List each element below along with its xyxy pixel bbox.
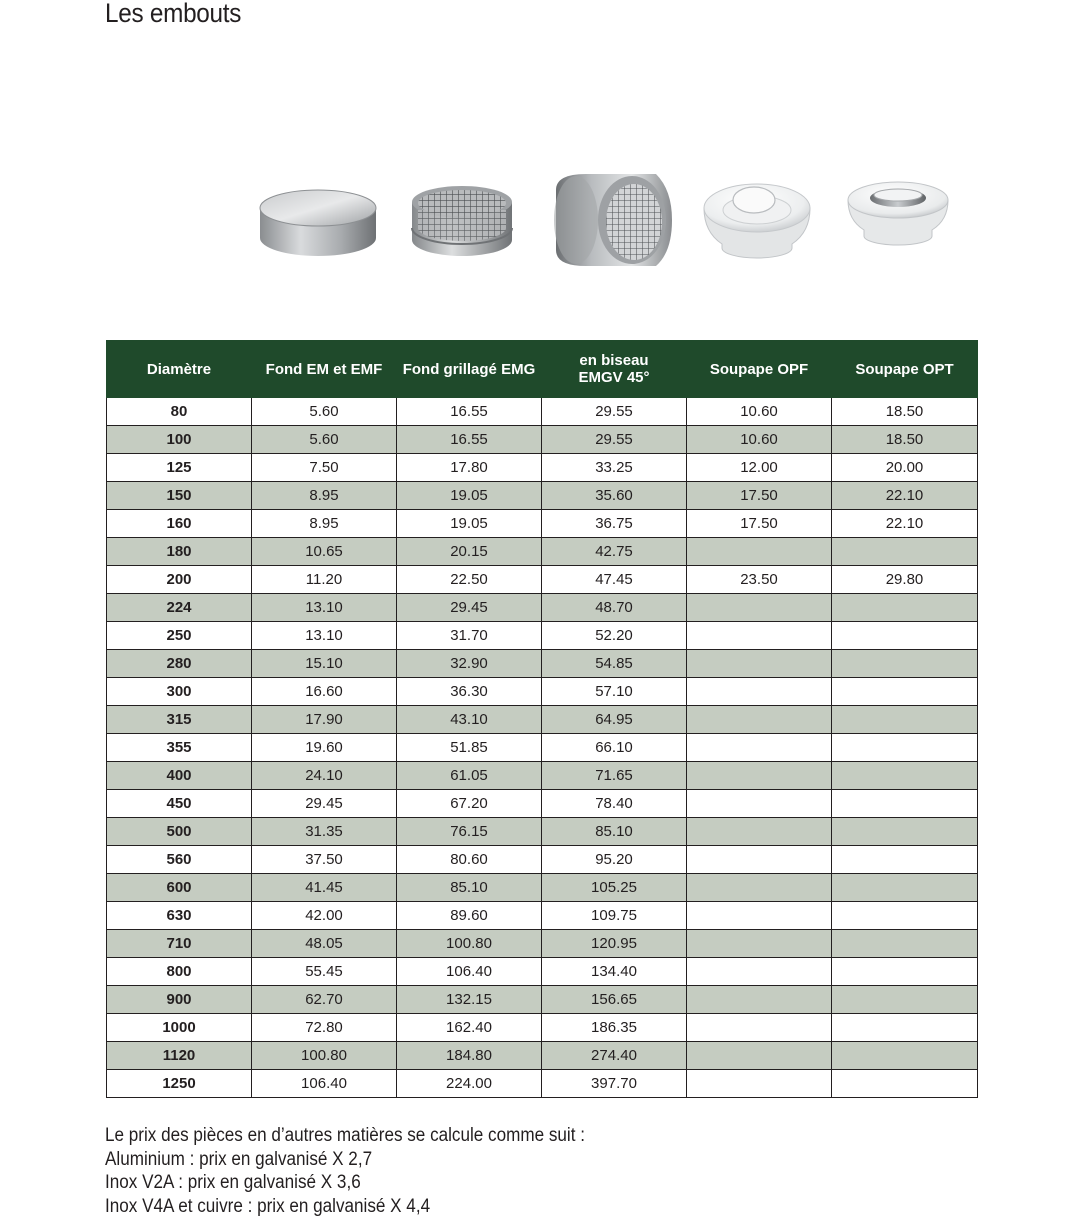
cell-diametre: 224: [107, 594, 252, 622]
cell-diametre: 710: [107, 930, 252, 958]
cell-fond-grillage-emg: 29.45: [397, 594, 542, 622]
table-row: [107, 594, 978, 622]
cell-diametre: 800: [107, 958, 252, 986]
cell-soupape-opt: [832, 650, 978, 678]
opf-valve-icon: [702, 170, 812, 270]
cell-fond-grillage-emg: 16.55: [397, 398, 542, 426]
cell-fond-em-emf: 48.05: [252, 930, 397, 958]
cell-fond-grillage-emg: 51.85: [397, 734, 542, 762]
note-inox-v2a: Inox V2A : prix en galvanisé X 3,6: [105, 1172, 361, 1193]
table-row: [107, 622, 978, 650]
cell-diametre: 315: [107, 706, 252, 734]
cell-soupape-opf: 12.00: [687, 454, 832, 482]
cell-fond-em-emf: 72.80: [252, 1014, 397, 1042]
cell-biseau-emgv: 105.25: [542, 874, 687, 902]
cell-soupape-opt: [832, 902, 978, 930]
cell-fond-grillage-emg: 31.70: [397, 622, 542, 650]
table-row: [107, 510, 978, 538]
header-diametre: [107, 341, 252, 398]
cell-fond-em-emf: 17.90: [252, 706, 397, 734]
cell-soupape-opf: [687, 538, 832, 566]
cell-diametre: 125: [107, 454, 252, 482]
cell-biseau-emgv: 29.55: [542, 426, 687, 454]
cell-biseau-emgv: 29.55: [542, 398, 687, 426]
cell-fond-grillage-emg: 162.40: [397, 1014, 542, 1042]
cell-fond-grillage-emg: 19.05: [397, 482, 542, 510]
cell-fond-em-emf: 100.80: [252, 1042, 397, 1070]
table-row: [107, 398, 978, 426]
cell-biseau-emgv: 156.65: [542, 986, 687, 1014]
cell-fond-em-emf: 5.60: [252, 426, 397, 454]
cell-biseau-emgv: 186.35: [542, 1014, 687, 1042]
cell-fond-grillage-emg: 224.00: [397, 1070, 542, 1098]
cell-fond-em-emf: 8.95: [252, 510, 397, 538]
cell-biseau-emgv: 78.40: [542, 790, 687, 818]
cell-soupape-opf: [687, 594, 832, 622]
cell-soupape-opt: [832, 818, 978, 846]
header-soupape-opf: [687, 341, 832, 398]
column-header-line: EMGV 45°: [578, 369, 650, 386]
cell-biseau-emgv: 36.75: [542, 510, 687, 538]
cell-soupape-opf: 17.50: [687, 510, 832, 538]
cell-soupape-opt: [832, 706, 978, 734]
cell-soupape-opf: [687, 1014, 832, 1042]
cell-biseau-emgv: 66.10: [542, 734, 687, 762]
cell-diametre: 160: [107, 510, 252, 538]
cell-fond-em-emf: 15.10: [252, 650, 397, 678]
cell-soupape-opf: [687, 846, 832, 874]
cell-diametre: 500: [107, 818, 252, 846]
column-header-line: Soupape OPF: [709, 360, 809, 378]
cell-soupape-opt: [832, 1014, 978, 1042]
cell-fond-em-emf: 42.00: [252, 902, 397, 930]
table-row: [107, 482, 978, 510]
cell-biseau-emgv: 42.75: [542, 538, 687, 566]
cell-soupape-opt: [832, 538, 978, 566]
cell-soupape-opf: 17.50: [687, 482, 832, 510]
table-row: [107, 874, 978, 902]
cell-soupape-opt: [832, 678, 978, 706]
cell-fond-grillage-emg: 43.10: [397, 706, 542, 734]
note-aluminium: Aluminium : prix en galvanisé X 2,7: [105, 1148, 373, 1170]
cell-fond-grillage-emg: 22.50: [397, 566, 542, 594]
cell-biseau-emgv: 57.10: [542, 678, 687, 706]
cell-biseau-emgv: 47.45: [542, 566, 687, 594]
cell-soupape-opf: [687, 902, 832, 930]
cell-fond-grillage-emg: 61.05: [397, 762, 542, 790]
cell-fond-em-emf: 5.60: [252, 398, 397, 426]
cell-diametre: 200: [107, 566, 252, 594]
table-row: [107, 930, 978, 958]
cell-soupape-opf: [687, 622, 832, 650]
table-row: [107, 734, 978, 762]
cell-diametre: 1120: [107, 1042, 252, 1070]
cell-diametre: 560: [107, 846, 252, 874]
cell-fond-em-emf: 10.65: [252, 538, 397, 566]
header-fond-em-emf: [252, 341, 397, 398]
cell-fond-grillage-emg: 184.80: [397, 1042, 542, 1070]
cell-soupape-opt: 20.00: [832, 454, 978, 482]
cell-soupape-opf: [687, 1070, 832, 1098]
cell-soupape-opf: [687, 958, 832, 986]
cell-biseau-emgv: 120.95: [542, 930, 687, 958]
cell-fond-em-emf: 13.10: [252, 594, 397, 622]
product-images: [248, 170, 988, 270]
cell-fond-em-emf: 24.10: [252, 762, 397, 790]
cell-diametre: 900: [107, 986, 252, 1014]
material-price-notes: [105, 1124, 585, 1218]
column-header-line: Soupape OPT: [855, 360, 954, 378]
table-row: [107, 1014, 978, 1042]
table-row: [107, 454, 978, 482]
cell-diametre: 280: [107, 650, 252, 678]
cell-biseau-emgv: 48.70: [542, 594, 687, 622]
cell-soupape-opt: [832, 846, 978, 874]
cell-soupape-opt: [832, 874, 978, 902]
cell-diametre: 250: [107, 622, 252, 650]
cell-soupape-opt: [832, 930, 978, 958]
cell-biseau-emgv: 109.75: [542, 902, 687, 930]
cell-soupape-opf: [687, 706, 832, 734]
cell-diametre: 180: [107, 538, 252, 566]
table-row: [107, 986, 978, 1014]
table-row: [107, 426, 978, 454]
cell-fond-grillage-emg: 67.20: [397, 790, 542, 818]
notes-intro: Le prix des pièces en d’autres matières se calcule comme suit :: [105, 1125, 585, 1146]
cell-soupape-opt: [832, 1042, 978, 1070]
table-row: [107, 706, 978, 734]
cell-fond-grillage-emg: 80.60: [397, 846, 542, 874]
table-row: [107, 818, 978, 846]
cell-soupape-opt: 22.10: [832, 482, 978, 510]
cell-fond-em-emf: 41.45: [252, 874, 397, 902]
column-header-line: Fond EM et EMF: [265, 360, 383, 378]
cell-biseau-emgv: 397.70: [542, 1070, 687, 1098]
cell-diametre: 150: [107, 482, 252, 510]
cell-diametre: 630: [107, 902, 252, 930]
table-row: [107, 538, 978, 566]
cell-fond-grillage-emg: 76.15: [397, 818, 542, 846]
cell-soupape-opt: 22.10: [832, 510, 978, 538]
cell-soupape-opf: 10.60: [687, 426, 832, 454]
cell-soupape-opf: [687, 762, 832, 790]
cell-soupape-opf: [687, 874, 832, 902]
table-row: [107, 1070, 978, 1098]
cell-diametre: 355: [107, 734, 252, 762]
cell-fond-em-emf: 13.10: [252, 622, 397, 650]
header-fond-grillage-emg: [397, 341, 542, 398]
opt-valve-icon: [846, 170, 950, 270]
cell-biseau-emgv: 71.65: [542, 762, 687, 790]
cell-fond-em-emf: 31.35: [252, 818, 397, 846]
cell-soupape-opf: [687, 678, 832, 706]
table-row: [107, 902, 978, 930]
cell-soupape-opf: [687, 1042, 832, 1070]
column-header-line: Fond grillagé EMG: [402, 360, 536, 378]
cell-diametre: 600: [107, 874, 252, 902]
table-row: [107, 762, 978, 790]
end-cap-icon: [256, 170, 380, 270]
bevelled-end-icon: [546, 170, 678, 270]
header-biseau-emgv: [542, 341, 687, 398]
cell-soupape-opf: [687, 734, 832, 762]
column-header-line: Diamètre: [146, 360, 212, 378]
cell-soupape-opt: 18.50: [832, 398, 978, 426]
cell-diametre: 400: [107, 762, 252, 790]
cell-soupape-opf: [687, 930, 832, 958]
cell-soupape-opt: [832, 594, 978, 622]
cell-fond-grillage-emg: 89.60: [397, 902, 542, 930]
cell-diametre: 80: [107, 398, 252, 426]
cell-diametre: 100: [107, 426, 252, 454]
table-row: [107, 958, 978, 986]
table-row: [107, 650, 978, 678]
cell-biseau-emgv: 95.20: [542, 846, 687, 874]
cell-fond-em-emf: 8.95: [252, 482, 397, 510]
cell-fond-em-emf: 106.40: [252, 1070, 397, 1098]
table-row: [107, 790, 978, 818]
cell-soupape-opf: [687, 790, 832, 818]
page-title: Les embouts: [105, 0, 242, 28]
cell-soupape-opt: 18.50: [832, 426, 978, 454]
cell-biseau-emgv: 33.25: [542, 454, 687, 482]
price-table: [106, 340, 978, 1098]
cell-soupape-opt: [832, 790, 978, 818]
cell-soupape-opf: 23.50: [687, 566, 832, 594]
cell-fond-em-emf: 7.50: [252, 454, 397, 482]
cell-fond-grillage-emg: 132.15: [397, 986, 542, 1014]
cell-diametre: 300: [107, 678, 252, 706]
cell-soupape-opt: [832, 734, 978, 762]
table-row: [107, 566, 978, 594]
cell-biseau-emgv: 64.95: [542, 706, 687, 734]
note-inox-v4a-cuivre: Inox V4A et cuivre : prix en galvanisé X 4,4: [105, 1195, 431, 1217]
cell-biseau-emgv: 52.20: [542, 622, 687, 650]
cell-diametre: 1250: [107, 1070, 252, 1098]
header-soupape-opt: [832, 341, 978, 398]
table-row: [107, 1042, 978, 1070]
cell-soupape-opt: 29.80: [832, 566, 978, 594]
cell-fond-em-emf: 19.60: [252, 734, 397, 762]
cell-biseau-emgv: 35.60: [542, 482, 687, 510]
cell-soupape-opt: [832, 622, 978, 650]
cell-fond-em-emf: 29.45: [252, 790, 397, 818]
cell-fond-grillage-emg: 100.80: [397, 930, 542, 958]
table-row: [107, 678, 978, 706]
cell-soupape-opt: [832, 762, 978, 790]
cell-soupape-opt: [832, 958, 978, 986]
cell-biseau-emgv: 274.40: [542, 1042, 687, 1070]
cell-fond-em-emf: 11.20: [252, 566, 397, 594]
table-row: [107, 846, 978, 874]
cell-biseau-emgv: 134.40: [542, 958, 687, 986]
cell-soupape-opt: [832, 986, 978, 1014]
mesh-end-cap-icon: [410, 170, 514, 270]
cell-fond-em-emf: 37.50: [252, 846, 397, 874]
cell-soupape-opf: [687, 818, 832, 846]
table-body: [107, 398, 978, 1098]
cell-fond-em-emf: 16.60: [252, 678, 397, 706]
cell-soupape-opf: [687, 650, 832, 678]
cell-fond-grillage-emg: 85.10: [397, 874, 542, 902]
cell-fond-grillage-emg: 20.15: [397, 538, 542, 566]
cell-biseau-emgv: 85.10: [542, 818, 687, 846]
cell-fond-grillage-emg: 19.05: [397, 510, 542, 538]
cell-soupape-opf: [687, 986, 832, 1014]
cell-fond-em-emf: 55.45: [252, 958, 397, 986]
cell-biseau-emgv: 54.85: [542, 650, 687, 678]
cell-soupape-opf: 10.60: [687, 398, 832, 426]
cell-fond-grillage-emg: 36.30: [397, 678, 542, 706]
table-header-row: [107, 341, 978, 398]
cell-fond-grillage-emg: 32.90: [397, 650, 542, 678]
cell-fond-grillage-emg: 106.40: [397, 958, 542, 986]
column-header-line: en biseau: [579, 352, 649, 369]
cell-diametre: 450: [107, 790, 252, 818]
cell-fond-grillage-emg: 17.80: [397, 454, 542, 482]
cell-diametre: 1000: [107, 1014, 252, 1042]
cell-fond-grillage-emg: 16.55: [397, 426, 542, 454]
cell-fond-em-emf: 62.70: [252, 986, 397, 1014]
cell-soupape-opt: [832, 1070, 978, 1098]
